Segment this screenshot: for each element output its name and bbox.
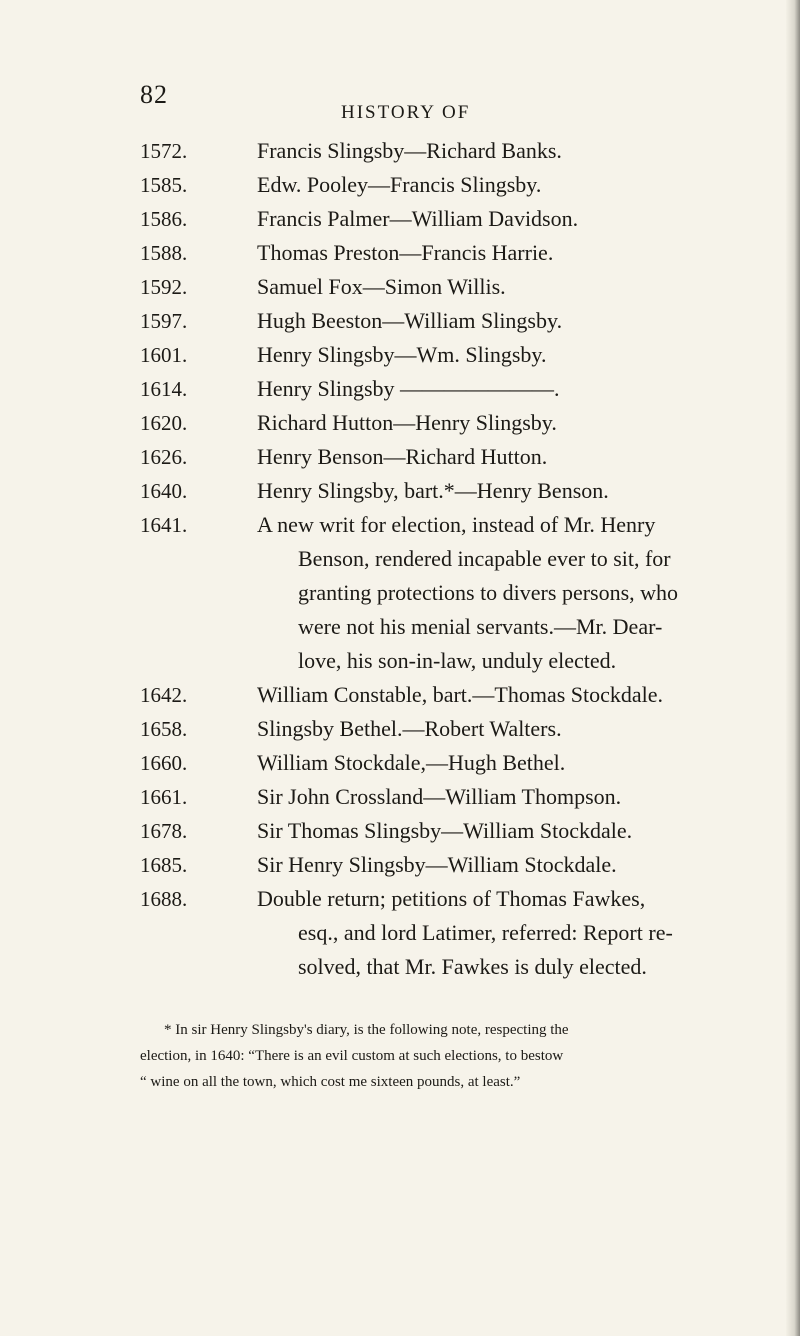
entry-names: solved, that Mr. Fawkes is duly elected. xyxy=(298,954,647,979)
entry-names: A new writ for election, instead of Mr. Henry xyxy=(257,512,656,537)
entry-names: Henry Slingsby ———————. xyxy=(257,376,560,401)
entry-names: were not his menial servants.—Mr. Dear- xyxy=(298,614,663,639)
entry-names: Richard Hutton—Henry Slingsby. xyxy=(257,410,557,435)
entry-names: Thomas Preston—Francis Harrie. xyxy=(257,240,554,265)
entry-names: Samuel Fox—Simon Willis. xyxy=(257,274,506,299)
entry-year: 1585. xyxy=(140,173,188,197)
entry-names: Sir Henry Slingsby—William Stockdale. xyxy=(257,852,617,877)
entry-names: Henry Slingsby—Wm. Slingsby. xyxy=(257,342,547,367)
footnote-line: election, in 1640: “There is an evil custom at such elections, to bestow xyxy=(140,1048,564,1064)
entry-year: 1586. xyxy=(140,207,188,231)
entry-names: William Constable, bart.—Thomas Stockdale. xyxy=(257,682,664,707)
entry-year: 1640. xyxy=(140,479,188,503)
entry-names: Hugh Beeston—William Slingsby. xyxy=(257,308,563,333)
entry-year: 1685. xyxy=(140,853,188,877)
entry-year: 1597. xyxy=(140,309,188,333)
entry-year: 1626. xyxy=(140,445,188,469)
entry-names: William Stockdale,—Hugh Bethel. xyxy=(257,750,566,775)
entry-year: 1641. xyxy=(140,513,188,537)
entry-names: Benson, rendered incapable ever to sit, for xyxy=(298,546,671,571)
entry-names: esq., and lord Latimer, referred: Report re- xyxy=(298,920,673,945)
entry-names: Henry Benson—Richard Hutton. xyxy=(257,444,548,469)
entry-names: Sir Thomas Slingsby—William Stockdale. xyxy=(257,818,633,843)
entry-year: 1614. xyxy=(140,377,188,401)
entry-names: Double return; petitions of Thomas Fawkes, xyxy=(257,886,646,911)
entry-names: Henry Slingsby, bart.*—Henry Benson. xyxy=(257,478,609,503)
entry-year: 1642. xyxy=(140,683,188,707)
entry-year: 1620. xyxy=(140,411,188,435)
entry-names: Francis Palmer—William Davidson. xyxy=(257,206,579,231)
footnote-line: “ wine on all the town, which cost me sixteen pounds, at least.” xyxy=(140,1074,521,1090)
page-edge-shadow xyxy=(786,0,800,1336)
entry-year: 1688. xyxy=(140,887,188,911)
entry-names: Edw. Pooley—Francis Slingsby. xyxy=(257,172,542,197)
page-number: 82 xyxy=(140,80,168,109)
entry-names: Sir John Crossland—William Thompson. xyxy=(257,784,622,809)
footnote-line: * In sir Henry Slingsby's diary, is the following note, respecting the xyxy=(164,1022,569,1038)
entry-year: 1658. xyxy=(140,717,188,741)
entry-names: Slingsby Bethel.—Robert Walters. xyxy=(257,716,562,741)
entry-names: granting protections to divers persons, who xyxy=(298,580,679,605)
entry-names: Francis Slingsby—Richard Banks. xyxy=(257,138,562,163)
entry-year: 1601. xyxy=(140,343,188,367)
entry-year: 1661. xyxy=(140,785,188,809)
entry-year: 1588. xyxy=(140,241,188,265)
entry-year: 1572. xyxy=(140,139,188,163)
entry-year: 1678. xyxy=(140,819,188,843)
entry-year: 1660. xyxy=(140,751,188,775)
entry-year: 1592. xyxy=(140,275,188,299)
entry-names: love, his son-in-law, unduly elected. xyxy=(298,648,617,673)
running-head: HISTORY OF xyxy=(341,102,471,123)
